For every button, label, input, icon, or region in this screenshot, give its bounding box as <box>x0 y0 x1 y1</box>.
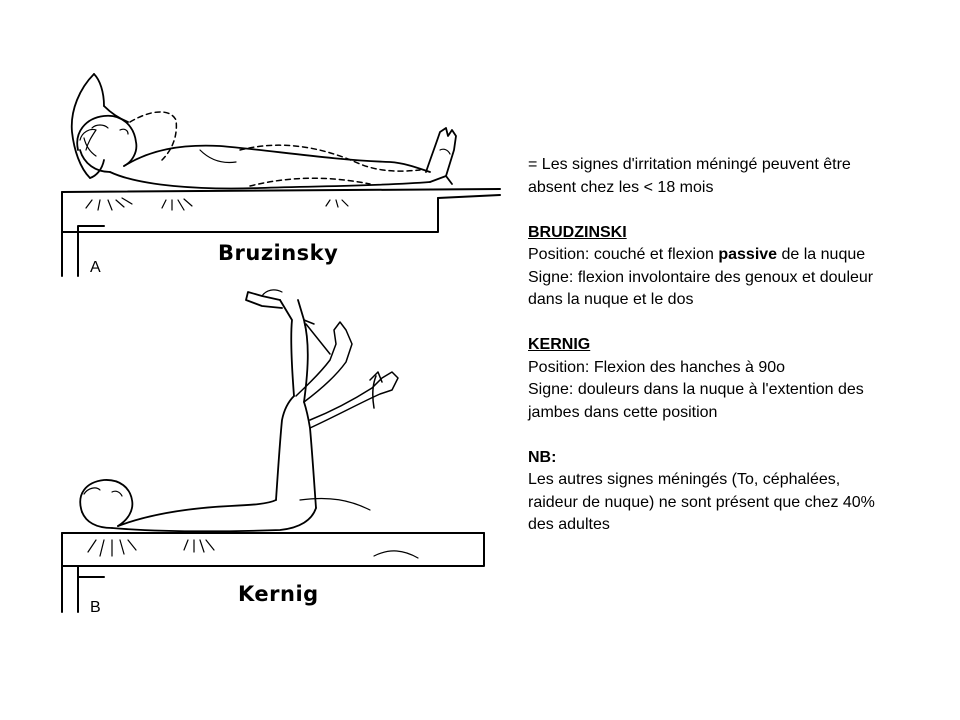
brudzinski-position-suffix: de la nuque <box>777 246 866 263</box>
brudzinski-sign-line-1: Signe: flexion involontaire des genoux et douleur <box>528 268 874 286</box>
nb-heading: NB: <box>528 448 557 466</box>
figure-b-letter: B <box>90 599 101 616</box>
patient-leg-b <box>246 290 316 508</box>
patient-body-a <box>110 128 456 188</box>
movement-arrows-b <box>304 320 382 408</box>
intro-line-1: = Les signes d'irritation méningé peuvent être <box>528 156 851 173</box>
explanation-text <box>528 154 948 537</box>
brudzinski-position <box>528 244 948 267</box>
brudzinski-sign-line-2: dans la nuque et le dos <box>528 291 694 308</box>
figure-b-caption: Kernig <box>238 582 319 606</box>
examiner-hand-a <box>72 74 128 178</box>
brudzinski-heading: BRUDZINSKI <box>528 223 627 241</box>
figure-b-drawing <box>62 290 484 612</box>
flexion-dashed-outline-a <box>130 112 420 186</box>
nb-line-1: Les autres signes méningés (To, céphalées, <box>528 471 841 488</box>
leg-positions-b <box>296 322 398 428</box>
kernig-sign-line-2: jambes dans cette position <box>528 403 718 421</box>
figure-a-caption: Bruzinsky <box>218 241 339 265</box>
brudzinski-position-prefix: Position: couché et flexion <box>528 246 719 263</box>
kernig-position: Position: Flexion des hanches à 90o <box>528 358 786 376</box>
figure-a-letter: A <box>90 259 101 276</box>
kernig-heading: KERNIG <box>528 336 591 353</box>
nb-line-2: raideur de nuque) ne sont présent que chez 40% <box>528 493 875 511</box>
brudzinski-position-emphasis: passive <box>718 246 778 263</box>
intro-line-2: absent chez les < 18 mois <box>528 178 714 196</box>
patient-body-b <box>112 498 370 531</box>
kernig-sign-line-1: Signe: douleurs dans la nuque à l'extention des <box>528 381 864 398</box>
patient-head-b <box>80 480 132 528</box>
nb-line-3: des adultes <box>528 516 610 533</box>
